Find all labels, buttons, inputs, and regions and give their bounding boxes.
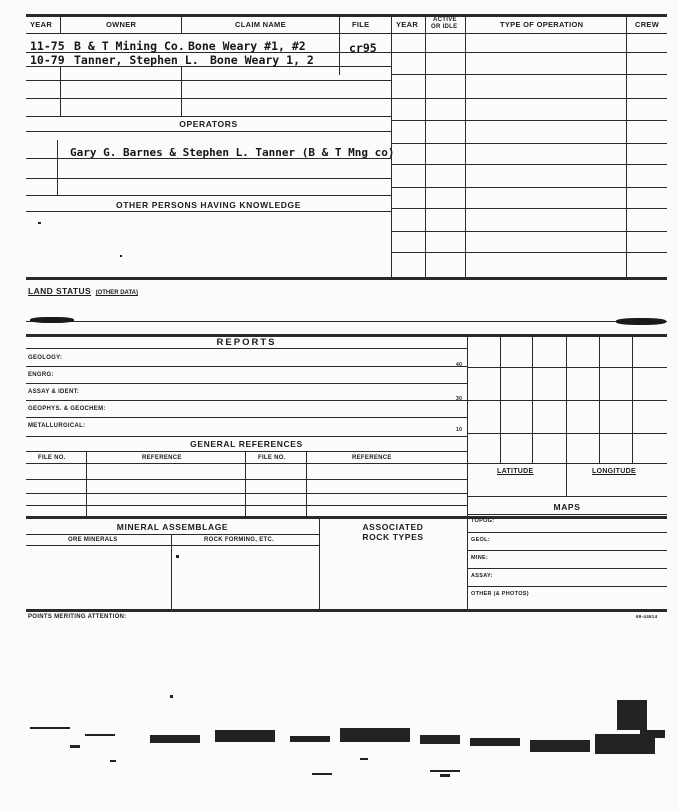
ref-col-file-no-2: FILE NO. <box>258 455 286 461</box>
header-crew: CREW <box>635 20 660 29</box>
points-meriting-attention: POINTS MERITING ATTENTION: <box>28 614 127 620</box>
land-status-sub: (OTHER DATA) <box>95 290 138 296</box>
row2-claim: Bone Weary 1, 2 <box>210 53 314 67</box>
land-status-title: LAND STATUS <box>28 286 92 296</box>
report-geophys: GEOPHYS. & GEOCHEM: <box>28 406 106 412</box>
ref-col-file-no-1: FILE NO. <box>38 455 66 461</box>
header-active: ACTIVE <box>433 17 457 23</box>
header-owner: OWNER <box>106 20 137 29</box>
maps-geol: GEOL: <box>471 537 490 543</box>
latitude-label: LATITUDE <box>497 468 534 475</box>
row1-file: cr95 <box>349 41 377 55</box>
form-number: 69-44614 <box>636 614 658 619</box>
ore-minerals-label: ORE MINERALS <box>68 537 118 543</box>
scale-30: 30 <box>456 396 463 402</box>
row1-owner: B & T Mining Co. <box>74 39 185 53</box>
longitude-label: LONGITUDE <box>592 468 636 475</box>
reports-title: REPORTS <box>216 337 277 348</box>
report-engrg: ENGRG: <box>28 372 54 378</box>
assoc-rock-types-1: ASSOCIATED <box>362 522 424 532</box>
header-claim-name: CLAIM NAME <box>235 20 286 29</box>
rock-forming-label: ROCK FORMING, ETC. <box>204 537 275 543</box>
header-year: YEAR <box>30 20 53 29</box>
maps-mine: MINE: <box>471 555 489 561</box>
row1-year: 11-75 <box>30 39 65 53</box>
maps-assay: ASSAY: <box>471 573 493 579</box>
general-refs-title: GENERAL REFERENCES <box>190 439 303 449</box>
row2-year: 10-79 <box>30 53 65 67</box>
header-file: FILE <box>352 20 370 29</box>
ref-col-reference-2: REFERENCE <box>352 455 392 461</box>
operators-entry: Gary G. Barnes & Stephen L. Tanner (B & T Mng co) <box>70 146 395 159</box>
maps-title: MAPS <box>553 502 581 512</box>
header-or-idle: OR IDLE <box>431 24 458 30</box>
header-type-of-operation: TYPE OF OPERATION <box>500 20 584 29</box>
other-persons-title: OTHER PERSONS HAVING KNOWLEDGE <box>115 200 302 210</box>
header-year-2: YEAR <box>396 20 419 29</box>
report-assay: ASSAY & IDENT: <box>28 389 80 395</box>
assoc-rock-types-2: ROCK TYPES <box>362 532 424 542</box>
maps-topog: TOPOG: <box>471 518 495 524</box>
maps-other: OTHER (& PHOTOS) <box>471 591 529 597</box>
row2-owner: Tanner, Stephen L. <box>74 53 199 67</box>
scale-10: 10 <box>456 427 463 433</box>
mineral-assemblage-title: MINERAL ASSEMBLAGE <box>116 522 229 532</box>
ref-col-reference-1: REFERENCE <box>142 455 182 461</box>
operators-title: OPERATORS <box>179 119 238 129</box>
scale-40: 40 <box>456 362 463 368</box>
report-geology: GEOLOGY: <box>28 355 63 361</box>
report-metallurgical: METALLURGICAL: <box>28 423 86 429</box>
row1-claim: Bone Weary #1, #2 <box>188 39 306 53</box>
